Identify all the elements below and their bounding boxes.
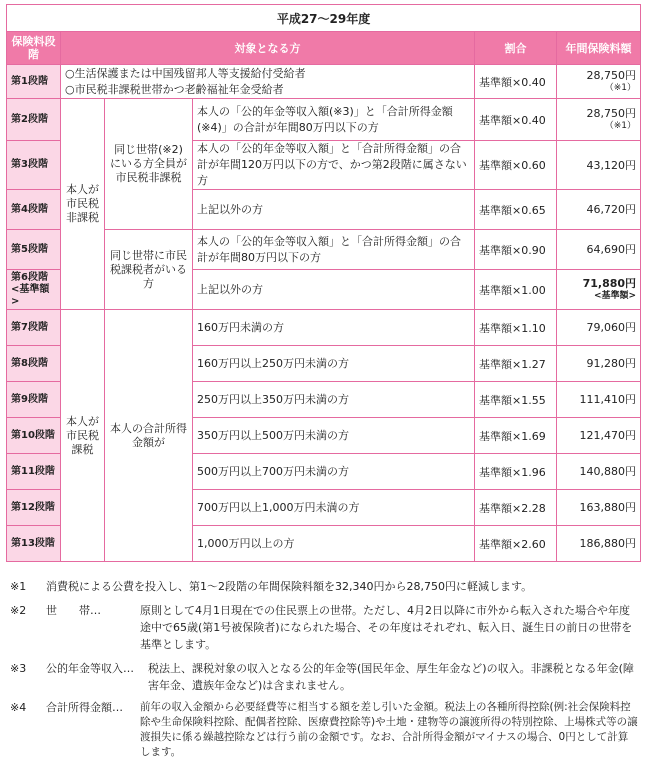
- footnote-text: 税法上、課税対象の収入となる公的年金等(国民年金、厚生年金など)の収入。非課税となる年金(障害年金、遺族年金など)は含まれません。: [148, 662, 634, 692]
- footnote-key: ※1: [10, 580, 27, 593]
- row-ratio: 基準額×1.27: [475, 346, 557, 382]
- row-amount: 186,880円: [557, 526, 641, 562]
- stage-label: 第4段階: [7, 190, 61, 230]
- row-description: 160万円以上250万円未満の方: [193, 346, 475, 382]
- footnote-text: 前年の収入金額から必要経費等に相当する額を差し引いた金額。税法上の各種所得控除(例:社会保険料控除や生命保険料控除、配偶者控除、医療費控除等)や土地・建物等の譲渡所得の特別控除、上場株式等の譲渡損失に係る繰越控除などは行う前の金額です。なお、合計所得金額がマイナスの場合、0円として計算します。: [140, 701, 638, 758]
- row-amount: 28,750円: [586, 106, 637, 120]
- row-note: （※1）: [604, 82, 637, 93]
- footnote-text: 消費税による公費を投入し、第1～2段階の年間保険料額を32,340円から28,750円に軽減します。: [46, 580, 533, 593]
- row-amount: 79,060円: [557, 310, 641, 346]
- table-title: 平成27～29年度: [7, 5, 641, 32]
- group-taxed: 本人が市民税課税: [61, 310, 105, 562]
- row-note: <基準額>: [593, 290, 637, 301]
- row-ratio: 基準額×0.65: [475, 190, 557, 230]
- row-ratio: 基準額×1.69: [475, 418, 557, 454]
- footnote-key: ※4: [10, 701, 27, 714]
- row-amount: 163,880円: [557, 490, 641, 526]
- stage-label: 第2段階: [7, 99, 61, 141]
- row-amount-cell: [557, 65, 641, 99]
- footnote-label: 公的年金等収入…: [46, 662, 134, 675]
- footnote-3: [10, 660, 640, 696]
- header-annual: 年間保険料額: [557, 32, 641, 65]
- row-description: 上記以外の方: [193, 270, 475, 310]
- row-ratio: 基準額×0.40: [475, 65, 557, 99]
- stage-label: 第13段階: [7, 526, 61, 562]
- table-header-row: [7, 32, 641, 65]
- stage-label: 第3段階: [7, 141, 61, 190]
- stage-sublabel: <基準額>: [11, 283, 50, 307]
- row-amount: 71,880円: [582, 276, 637, 290]
- table-title-row: [7, 5, 641, 32]
- row-description: 160万円未満の方: [193, 310, 475, 346]
- row-amount-cell: [557, 99, 641, 141]
- footnote-4: [10, 700, 640, 762]
- row-description: 350万円以上500万円未満の方: [193, 418, 475, 454]
- footnote-1: [10, 578, 640, 596]
- row-amount: 121,470円: [557, 418, 641, 454]
- footnote-key: ※3: [10, 662, 27, 675]
- row-description: 本人の「公的年金等収入額」と「合計所得金額」の合計が年間120万円以下の方で、かつ第2段階に属さない方: [193, 141, 475, 190]
- row-amount: 46,720円: [557, 190, 641, 230]
- row-ratio: 基準額×2.28: [475, 490, 557, 526]
- table-row: [7, 310, 641, 346]
- footnote-label: 合計所得金額…: [46, 701, 123, 714]
- row-amount-cell: [557, 270, 641, 310]
- footnote-key: ※2: [10, 604, 27, 617]
- row-description: ○生活保護または中国残留邦人等支援給付受給者 ○市民税非課税世帯かつ老齢福祉年金受給者: [61, 65, 475, 99]
- row-description: 上記以外の方: [193, 190, 475, 230]
- row-description: 700万円以上1,000万円未満の方: [193, 490, 475, 526]
- group-household-nontax: 同じ世帯(※2)にいる方全員が市民税非課税: [105, 99, 193, 230]
- row-amount: 28,750円: [586, 68, 637, 82]
- stage-label: 第10段階: [7, 418, 61, 454]
- row-ratio: 基準額×1.10: [475, 310, 557, 346]
- row-ratio: 基準額×0.60: [475, 141, 557, 190]
- row-amount: 111,410円: [557, 382, 641, 418]
- stage-label: 第12段階: [7, 490, 61, 526]
- header-ratio: 割合: [475, 32, 557, 65]
- insurance-fee-table: [6, 4, 641, 562]
- row-amount: 91,280円: [557, 346, 641, 382]
- header-stage: 保険料段階: [7, 32, 61, 65]
- row-description: 250万円以上350万円未満の方: [193, 382, 475, 418]
- row-description: 1,000万円以上の方: [193, 526, 475, 562]
- stage-label-cell: [7, 270, 61, 310]
- row-ratio: 基準額×0.40: [475, 99, 557, 141]
- header-target: 対象となる方: [61, 32, 475, 65]
- stage-label: 第9段階: [7, 382, 61, 418]
- group-income: 本人の合計所得金額が: [105, 310, 193, 562]
- footnote-label: 世 帯…: [46, 604, 101, 617]
- stage-label: 第6段階: [11, 271, 48, 283]
- stage-label: 第1段階: [7, 65, 61, 99]
- row-ratio: 基準額×2.60: [475, 526, 557, 562]
- row-description: 本人の「公的年金等収入額」と「合計所得金額」の合計が年間80万円以下の方: [193, 230, 475, 270]
- row-description: 500万円以上700万円未満の方: [193, 454, 475, 490]
- row-ratio: 基準額×1.96: [475, 454, 557, 490]
- group-nontax: 本人が市民税非課税: [61, 99, 105, 310]
- row-amount: 64,690円: [557, 230, 641, 270]
- footnote-2: [10, 602, 640, 654]
- stage-label: 第7段階: [7, 310, 61, 346]
- footnote-text: 原則として4月1日現在での住民票上の世帯。ただし、4月2日以降に市外から転入された場合や年度途中で65歳(第1号被保険者)になられた場合、その年度はそれぞれ、転入日、誕生日の前日の世帯を基準とします。: [140, 604, 633, 651]
- table-row: [7, 99, 641, 141]
- stage-label: 第5段階: [7, 230, 61, 270]
- row-ratio: 基準額×1.55: [475, 382, 557, 418]
- stage-label: 第11段階: [7, 454, 61, 490]
- row-ratio: 基準額×1.00: [475, 270, 557, 310]
- group-household-taxed: 同じ世帯に市民税課税者がいる方: [105, 230, 193, 310]
- stage-label: 第8段階: [7, 346, 61, 382]
- table-row: [7, 65, 641, 99]
- row-description: 本人の「公的年金等収入額(※3)」と「合計所得金額(※4)」の合計が年間80万円以下の方: [193, 99, 475, 141]
- row-ratio: 基準額×0.90: [475, 230, 557, 270]
- row-note: （※1）: [604, 120, 637, 131]
- row-amount: 43,120円: [557, 141, 641, 190]
- row-amount: 140,880円: [557, 454, 641, 490]
